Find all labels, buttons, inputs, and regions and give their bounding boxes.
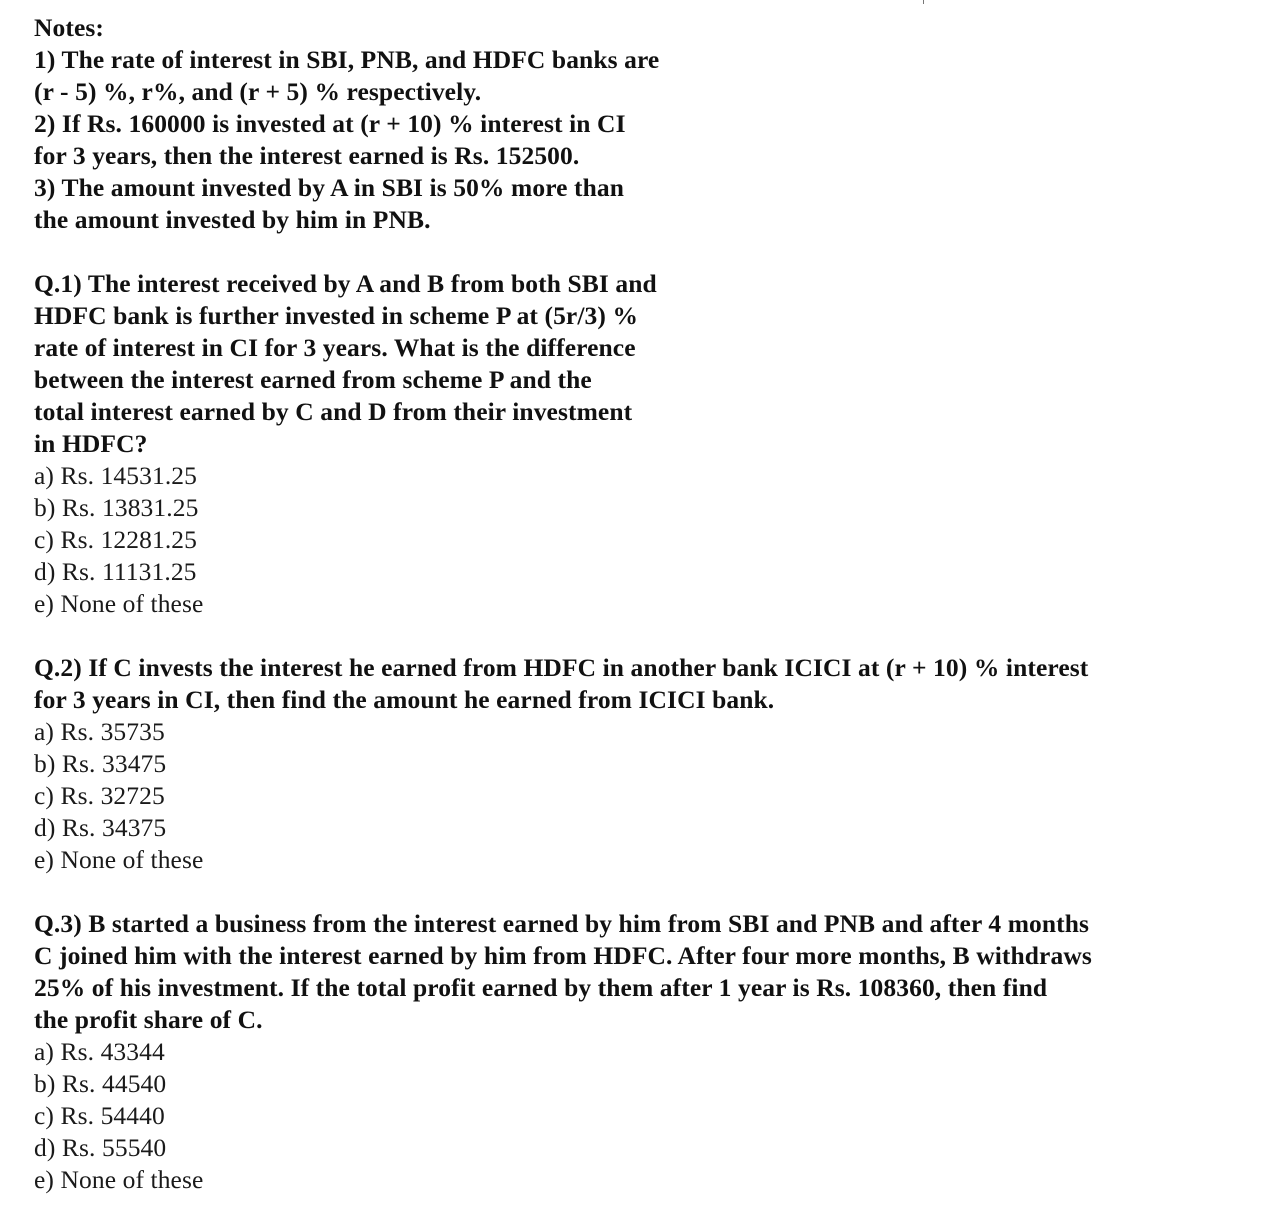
- notes-heading: Notes:: [34, 13, 104, 42]
- answer-option-e: e) None of these: [34, 589, 204, 618]
- answer-option-c: c) Rs. 12281.25: [34, 525, 197, 554]
- notes-line: (r - 5) %, r%, and (r + 5) % respectively.: [34, 77, 482, 106]
- question-2: [34, 652, 1234, 876]
- question-text-line: in HDFC?: [34, 429, 148, 458]
- question-text-line: Q.3) B started a business from the interest earned by him from SBI and PNB and after 4 months: [34, 909, 1090, 938]
- question-3: [34, 908, 1234, 1196]
- notes-line: 1) The rate of interest in SBI, PNB, and HDFC banks are: [34, 45, 660, 74]
- spacer: [34, 620, 1234, 652]
- answer-option-e: e) None of these: [34, 845, 204, 874]
- answer-option-a: a) Rs. 14531.25: [34, 461, 197, 490]
- stray-mark: [923, 0, 924, 4]
- question-1: [34, 268, 1234, 620]
- answer-option-d: d) Rs. 11131.25: [34, 557, 197, 586]
- question-text-line: C joined him with the interest earned by him from HDFC. After four more months, B withdraws: [34, 941, 1092, 970]
- answer-option-a: a) Rs. 35735: [34, 717, 165, 746]
- question-text-line: Q.1) The interest received by A and B from both SBI and: [34, 269, 657, 298]
- notes-line: 3) The amount invested by A in SBI is 50% more than: [34, 173, 625, 202]
- answer-option-d: d) Rs. 34375: [34, 813, 167, 842]
- answer-option-c: c) Rs. 32725: [34, 781, 165, 810]
- notes-section: [34, 12, 1234, 236]
- question-text-line: rate of interest in CI for 3 years. What is the difference: [34, 333, 636, 362]
- question-text-line: total interest earned by C and D from their investment: [34, 397, 633, 426]
- answer-option-e: e) None of these: [34, 1165, 204, 1194]
- answer-option-a: a) Rs. 43344: [34, 1037, 165, 1066]
- answer-option-d: d) Rs. 55540: [34, 1133, 167, 1162]
- question-text-line: HDFC bank is further invested in scheme P at (5r/3) %: [34, 301, 639, 330]
- question-text-line: 25% of his investment. If the total profit earned by them after 1 year is Rs. 108360, then find: [34, 973, 1048, 1002]
- answer-option-b: b) Rs. 33475: [34, 749, 167, 778]
- document-page: [34, 12, 1234, 1196]
- question-text-line: Q.2) If C invests the interest he earned from HDFC in another bank ICICI at (r + 10) % interest: [34, 653, 1089, 682]
- notes-line: for 3 years, then the interest earned is Rs. 152500.: [34, 141, 580, 170]
- notes-line: the amount invested by him in PNB.: [34, 205, 431, 234]
- question-text-line: the profit share of C.: [34, 1005, 263, 1034]
- answer-option-b: b) Rs. 44540: [34, 1069, 167, 1098]
- notes-line: 2) If Rs. 160000 is invested at (r + 10) % interest in CI: [34, 109, 626, 138]
- spacer: [34, 876, 1234, 908]
- question-text-line: between the interest earned from scheme P and the: [34, 365, 592, 394]
- answer-option-b: b) Rs. 13831.25: [34, 493, 199, 522]
- question-text-line: for 3 years in CI, then find the amount he earned from ICICI bank.: [34, 685, 775, 714]
- spacer: [34, 236, 1234, 268]
- answer-option-c: c) Rs. 54440: [34, 1101, 165, 1130]
